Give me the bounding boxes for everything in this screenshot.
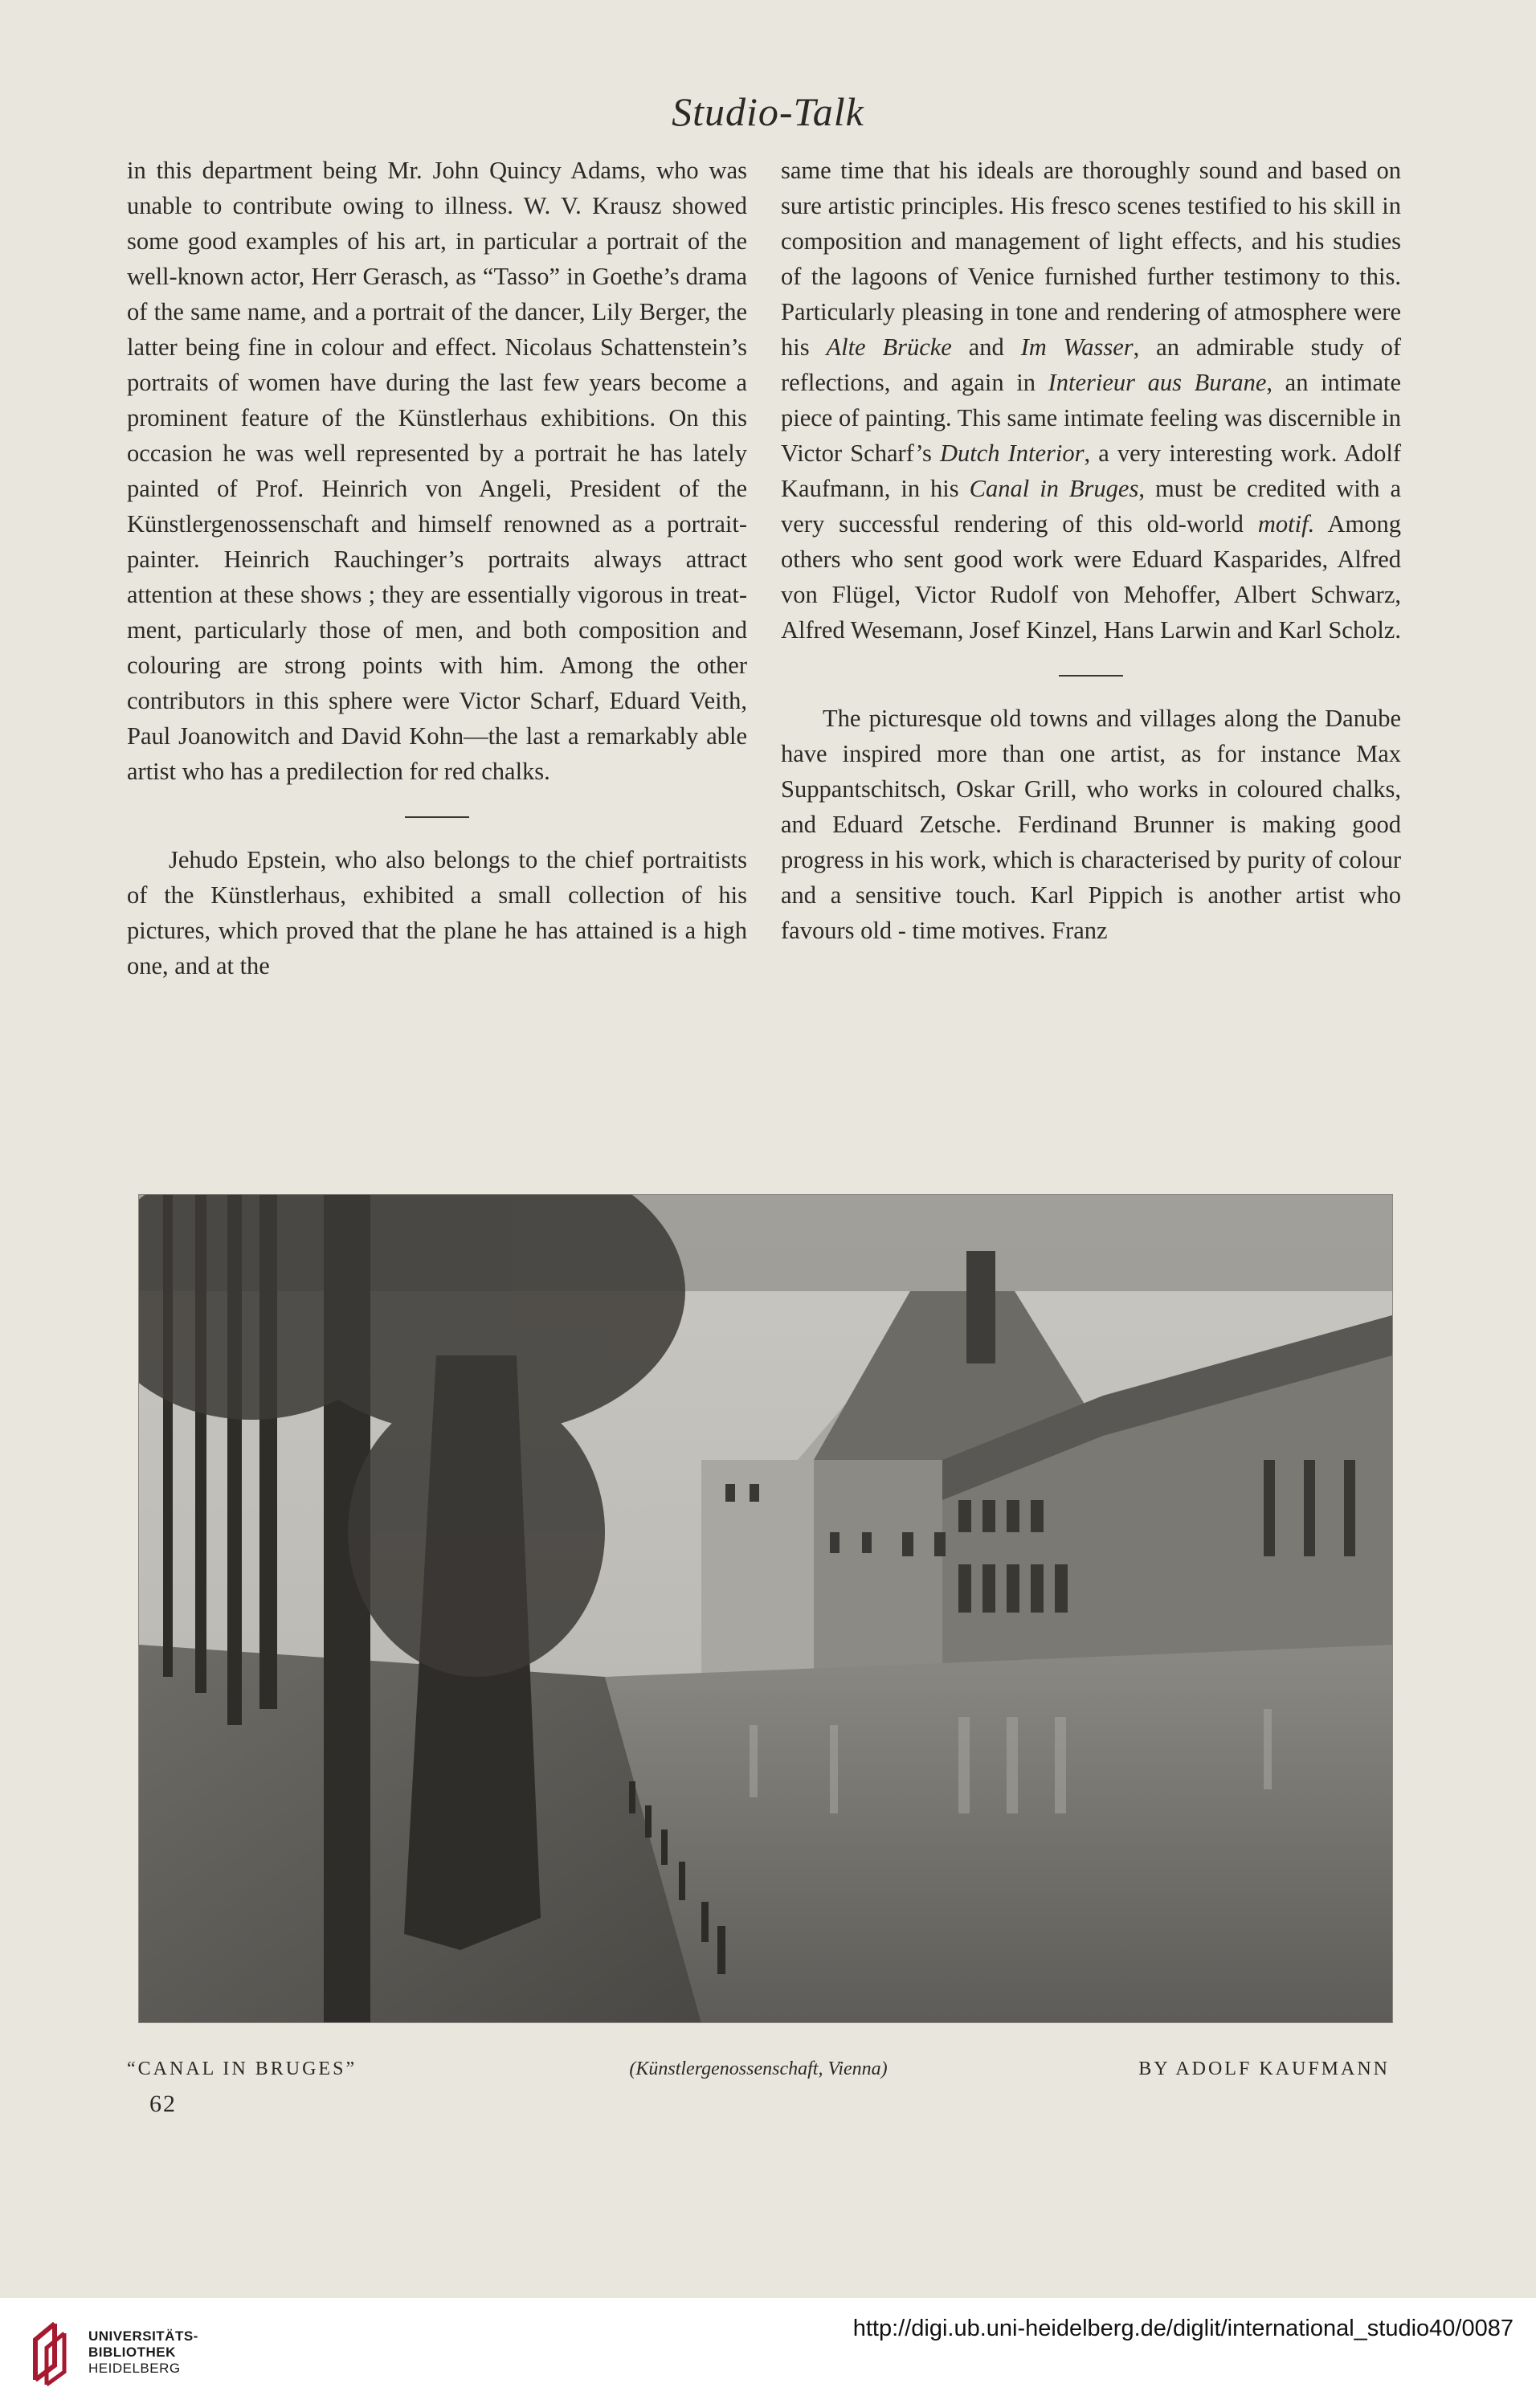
library-name: UNIVERSITÄTS- BIBLIOTHEK HEIDELBERG — [88, 2328, 198, 2376]
right-paragraph-2: The picturesque old towns and villages along the Danube have inspired more than one artist, as for instance Max Suppantschitsch, Oskar Grill, who works in coloured chalks, and Eduard Zetsche. Ferdinand Brunner is making good progress in his work, which is characterised by purity of colour and a sensitive touch. Karl Pippich is another artist who favours old - time motives. Franz — [781, 705, 1401, 944]
section-divider — [1059, 675, 1123, 677]
title-dutch-interior: Dutch Interior — [939, 439, 1085, 467]
left-paragraph-1: in this department being Mr. John Quincy Adams, who was unable to contribute owing to illness. W. V. Krausz showed some good examples of his art, in particular a portrait of the well-known actor, Herr Gerasch, as “Tasso” in Goethe’s drama of the same name, and a portrait of the dancer, Lily Berger, the latter being fine in colour and effect. Nicolaus Schattenstein’s portraits of women have during the last few years become a prominent feature of the Künstlerhaus exhibitions. On this occasion he was well represented by a portrait he has lately painted of Prof. Heinrich von Angeli, President of the Künstlergenossenschaft and himself renowned as a portrait-painter. Heinrich Rauchinger’s portraits always attract attention at these shows ; they are essentially vigorous in treatment, particularly those of men, and both composition and colouring are strong points with him. Among the other contributors in this sphere were Victor Scharf, Eduard Veith, Paul Joanowitch and David Kohn—the last a remarkably able artist who has a predilection for red chalks. — [127, 157, 747, 785]
page-number: 62 — [149, 2091, 177, 2117]
canal-scene-image — [139, 1195, 1392, 2022]
left-paragraph-2: Jehudo Epstein, who also belongs to the chief portraitists of the Künstlerhaus, exhibited a small collection of his pictures, which proved that the plane he has attained is a high one, and at the — [127, 846, 747, 979]
title-canal-in-bruges: Canal in Bruges — [969, 475, 1139, 502]
library-footer — [0, 2298, 1536, 2408]
painting-illustration — [138, 1194, 1393, 2023]
right-paragraph-1: same time that his ideals are thoroughly sound and based on sure artistic principles. His fresco scenes testified to his skill in composition and management of light effects, and his studies of the lagoons of Venice furnished further testimony to this. Particularly pleasing in tone and rendering of atmosphere were his Alte Brücke and Im Wasser, an admirable study of reflections, and again in Interieur aus Burane, an intimate piece of painting. This same intimate feeling was discernible in Victor Scharf’s Dutch Interior, a very interesting work. Adolf Kaufmann, in his Canal in Bruges, must be credited with a very successful rendering of this old-world motif. Among others who sent good work were Eduard Kasparides, Alfred von Flügel, Victor Rudolf von Mehoffer, Albert Schwarz, Alfred Wesemann, Josef Kinzel, Hans Larwin and Karl Scholz. — [781, 157, 1402, 644]
caption-artist: BY ADOLF KAUFMANN — [1138, 2058, 1390, 2079]
title-alte-bruecke: Alte Brücke — [826, 333, 952, 361]
title-im-wasser: Im Wasser — [1020, 333, 1134, 361]
library-logo-icon[interactable] — [22, 2316, 80, 2394]
word-motif: motif. — [1257, 510, 1315, 538]
permalink-url[interactable]: http://digi.ub.uni-heidelberg.de/diglit/international_studio40/0087 — [852, 2316, 1514, 2341]
title-interieur-aus-burane: Interieur aus Burane — [1048, 369, 1267, 396]
caption-title: “CANAL IN BRUGES” — [127, 2058, 357, 2079]
right-column — [781, 153, 1401, 948]
running-head: Studio-Talk — [672, 89, 864, 134]
left-column — [127, 153, 747, 983]
section-divider — [405, 816, 469, 818]
figure-caption — [127, 2058, 1390, 2091]
caption-source: (Künstlergenossenschaft, Vienna) — [629, 2058, 888, 2079]
